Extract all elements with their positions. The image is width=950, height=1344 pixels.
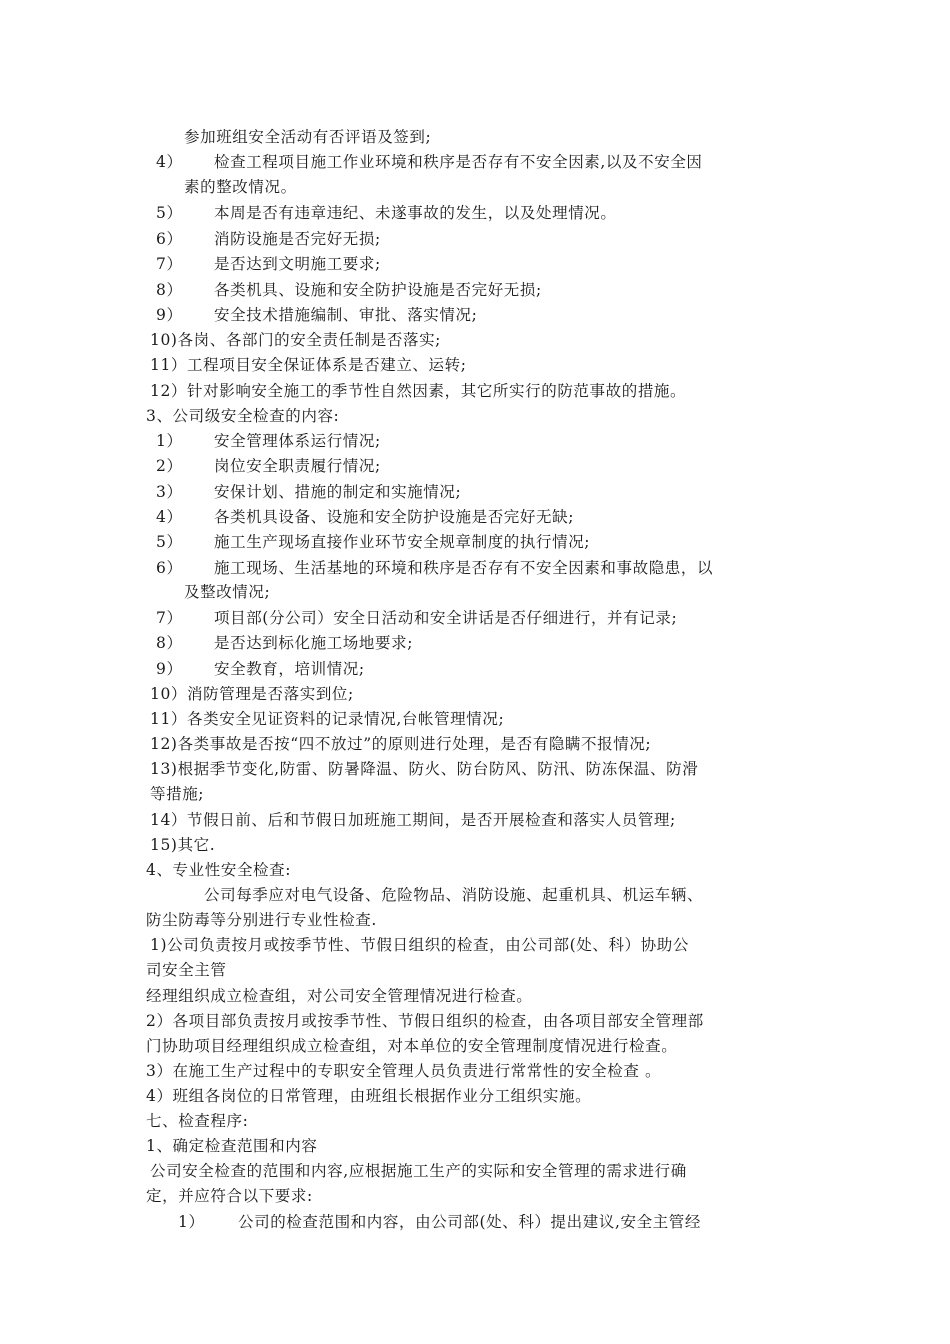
paragraph-line: 2）各项目部负责按月或按季节性、节假日组织的检查，由各项目部安全管理部 — [146, 1012, 704, 1030]
item-number: 1） — [178, 1213, 205, 1231]
paragraph-line: 司安全主管 — [146, 961, 227, 979]
item-text: 公司的检查范围和内容，由公司部(处、科）提出建议,安全主管经 — [238, 1213, 701, 1231]
list-item — [156, 607, 677, 629]
item-text: 消防设施是否完好无损; — [214, 230, 381, 248]
item-text: 本周是否有违章违纪、未遂事故的发生，以及处理情况。 — [214, 204, 617, 222]
list-item — [156, 506, 574, 528]
item-text: 安全技术措施编制、审批、落实情况; — [214, 306, 478, 324]
text-line: 12)各类事故是否按“四不放过”的原则进行处理，是否有隐瞒不报情况; — [150, 735, 652, 753]
item-text: 项目部(分公司）安全日活动和安全讲话是否仔细进行，并有记录; — [214, 609, 678, 627]
section-heading: 4、专业性安全检查: — [146, 861, 292, 879]
item-number: 7） — [156, 255, 183, 273]
section-heading: 3、公司级安全检查的内容: — [146, 407, 340, 425]
list-item — [156, 658, 365, 680]
item-number: 9） — [156, 306, 183, 324]
item-number: 6） — [156, 230, 183, 248]
item-text: 施工生产现场直接作业环节安全规章制度的执行情况; — [214, 533, 591, 551]
paragraph-line: 公司每季应对电气设备、危险物品、消防设施、起重机具、机运车辆、 — [204, 886, 704, 904]
list-item — [156, 531, 590, 553]
paragraph-line: 1)公司负责按月或按季节性、节假日组织的检查，由公司部(处、科）协助公 — [150, 936, 689, 954]
text-line: 素的整改情况。 — [184, 178, 297, 196]
item-number: 4） — [156, 153, 183, 171]
item-number: 2） — [156, 457, 183, 475]
item-text: 安全管理体系运行情况; — [214, 432, 381, 450]
list-item — [156, 279, 542, 301]
item-number: 6） — [156, 559, 183, 577]
paragraph-line: 经理组织成立检查组，对公司安全管理情况进行检查。 — [146, 987, 533, 1005]
list-item — [156, 253, 381, 275]
list-item — [156, 632, 413, 654]
text-line: 参加班组安全活动有否评语及签到; — [184, 128, 432, 146]
list-item — [156, 557, 713, 579]
item-text: 检查工程项目施工作业环境和秩序是否存有不安全因素,以及不安全因 — [214, 153, 703, 171]
paragraph-line: 4）班组各岗位的日常管理，由班组长根据作业分工组织实施。 — [146, 1087, 592, 1105]
item-number: 9） — [156, 660, 183, 678]
item-number: 7） — [156, 609, 183, 627]
item-text: 安保计划、措施的制定和实施情况; — [214, 483, 462, 501]
item-text: 安全教育，培训情况; — [214, 660, 365, 678]
section-heading: 七、检查程序: — [146, 1112, 249, 1130]
subsection-heading: 1、确定检查范围和内容 — [146, 1137, 318, 1155]
list-item — [156, 228, 381, 250]
item-text: 各类机具、设施和安全防护设施是否完好无损; — [214, 281, 542, 299]
item-number: 5） — [156, 533, 183, 551]
item-text: 是否达到文明施工要求; — [214, 255, 381, 273]
item-text: 各类机具设备、设施和安全防护设施是否完好无缺; — [214, 508, 575, 526]
paragraph-line: 门协助项目经理组织成立检查组，对本单位的安全管理制度情况进行检查。 — [146, 1037, 678, 1055]
item-text: 岗位安全职责履行情况; — [214, 457, 381, 475]
text-line: 12）针对影响安全施工的季节性自然因素，其它所实行的防范事故的措施。 — [150, 382, 687, 400]
paragraph-line: 3）在施工生产过程中的专职安全管理人员负责进行常常性的安全检查 。 — [146, 1062, 662, 1080]
list-item — [156, 455, 381, 477]
list-item — [156, 304, 477, 326]
text-line: 10)各岗、各部门的安全责任制是否落实; — [150, 331, 441, 349]
item-text: 是否达到标化施工场地要求; — [214, 634, 414, 652]
paragraph-line: 防尘防毒等分别进行专业性检查. — [146, 911, 377, 929]
paragraph-line: 公司安全检查的范围和内容,应根据施工生产的实际和安全管理的需求进行确 — [150, 1162, 687, 1180]
text-line: 及整改情况; — [184, 583, 271, 601]
text-line: 等措施; — [150, 785, 205, 803]
item-number: 4） — [156, 508, 183, 526]
item-number: 8） — [156, 634, 183, 652]
item-text: 施工现场、生活基地的环境和秩序是否存有不安全因素和事故隐患，以 — [214, 559, 714, 577]
list-item — [156, 430, 381, 452]
text-line: 13)根据季节变化,防雷、防暑降温、防火、防台防风、防汛、防冻保温、防滑 — [150, 760, 699, 778]
list-item — [156, 202, 617, 224]
list-item — [156, 151, 703, 173]
paragraph-line: 定，并应符合以下要求: — [146, 1187, 313, 1205]
text-line: 11）各类安全见证资料的记录情况,台帐管理情况; — [150, 710, 505, 728]
text-line: 11）工程项目安全保证体系是否建立、运转; — [150, 356, 467, 374]
item-number: 5） — [156, 204, 183, 222]
item-number: 1） — [156, 432, 183, 450]
item-number: 8） — [156, 281, 183, 299]
text-line: 14）节假日前、后和节假日加班施工期间，是否开展检查和落实人员管理; — [150, 811, 676, 829]
text-line: 15)其它. — [150, 836, 216, 854]
list-item — [156, 481, 461, 503]
list-item — [178, 1211, 701, 1233]
text-line: 10）消防管理是否落实到位; — [150, 685, 354, 703]
item-number: 3） — [156, 483, 183, 501]
